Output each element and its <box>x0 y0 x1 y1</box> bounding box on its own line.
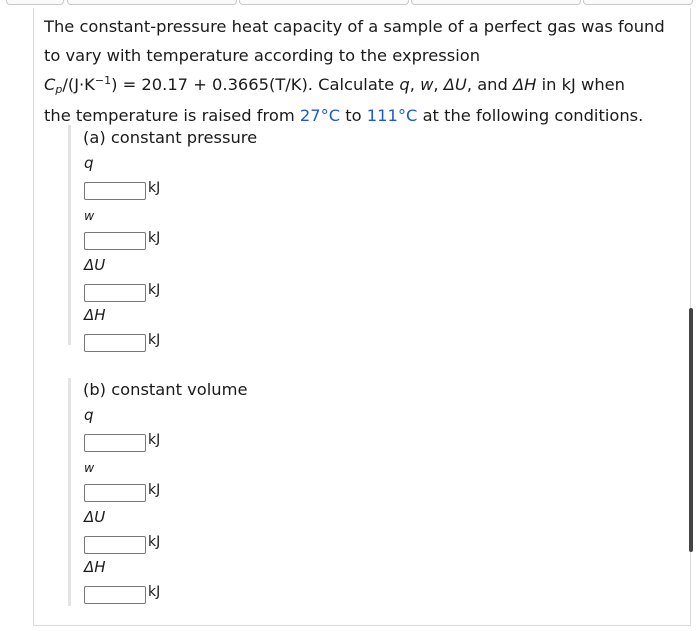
line-4-to: to <box>340 106 367 125</box>
part-b-dh-unit: kJ <box>148 584 161 600</box>
problem-line-4 <box>44 101 674 130</box>
problem-line-3 <box>44 70 674 101</box>
var-delta-u: ΔU <box>443 75 467 94</box>
vertical-scrollbar[interactable] <box>689 308 693 552</box>
part-a-bar <box>68 125 71 345</box>
part-b-dh-input[interactable] <box>84 586 146 604</box>
part-b-du-label: ΔU <box>84 508 106 526</box>
start-temperature: 27°C <box>299 106 341 125</box>
part-b-dh-label: ΔH <box>84 558 106 576</box>
part-a-dh-input[interactable] <box>84 334 146 352</box>
cp-unit: /(J·K <box>62 75 95 94</box>
part-a-w-label: w <box>84 208 95 223</box>
part-a-title: (a) constant pressure <box>83 128 258 147</box>
part-b-q-input[interactable] <box>84 434 146 452</box>
part-a-q-input[interactable] <box>84 182 146 200</box>
part-a-q-unit: kJ <box>148 180 161 196</box>
part-b-du-unit: kJ <box>148 534 161 550</box>
separator: , <box>433 75 444 94</box>
problem-line-2: to vary with temperature according to the expression <box>44 46 481 65</box>
part-b-w-unit: kJ <box>148 482 161 498</box>
part-a-du-input[interactable] <box>84 284 146 302</box>
top-tabs-edge <box>0 0 700 7</box>
part-a-q-label: q <box>84 154 94 172</box>
part-b-du-input[interactable] <box>84 536 146 554</box>
part-b-q-label: q <box>84 406 94 424</box>
var-delta-h: ΔH <box>513 75 537 94</box>
part-a-du-label: ΔU <box>84 256 106 274</box>
cp-unit-close: ) <box>111 75 118 94</box>
cp-symbol: C <box>44 75 56 94</box>
part-a-w-unit: kJ <box>148 230 161 246</box>
part-b-w-input[interactable] <box>84 484 146 502</box>
part-b-q-unit: kJ <box>148 432 161 448</box>
part-a-w-input[interactable] <box>84 232 146 250</box>
tab-edge <box>583 0 693 5</box>
var-q: q <box>399 75 410 94</box>
tab-edge <box>239 0 409 5</box>
part-b-title: (b) constant volume <box>83 380 248 399</box>
cp-equation: = 20.17 + 0.3665(T/K). Calculate <box>117 75 400 94</box>
tab-edge <box>67 0 237 5</box>
separator: , and <box>466 75 514 94</box>
line-4-start: the temperature is raised from <box>44 106 300 125</box>
line-4-end: at the following conditions. <box>417 106 644 125</box>
problem-line-1: The constant-pressure heat capacity of a sample of a perfect gas was found <box>44 17 665 36</box>
end-temperature: 111°C <box>366 106 418 125</box>
line-3-tail: in kJ when <box>536 75 625 94</box>
part-a-dh-label: ΔH <box>84 306 106 324</box>
tab-edge <box>411 0 581 5</box>
part-a-dh-unit: kJ <box>148 332 161 348</box>
var-w: w <box>420 75 434 94</box>
part-a-du-unit: kJ <box>148 282 161 298</box>
problem-statement <box>44 12 674 130</box>
cp-unit-exponent: −1 <box>94 74 112 87</box>
cp-subscript: p <box>55 83 63 96</box>
part-b-w-label: w <box>84 460 95 475</box>
separator: , <box>409 75 421 94</box>
tab-edge <box>6 0 64 5</box>
part-b-bar <box>68 378 71 606</box>
